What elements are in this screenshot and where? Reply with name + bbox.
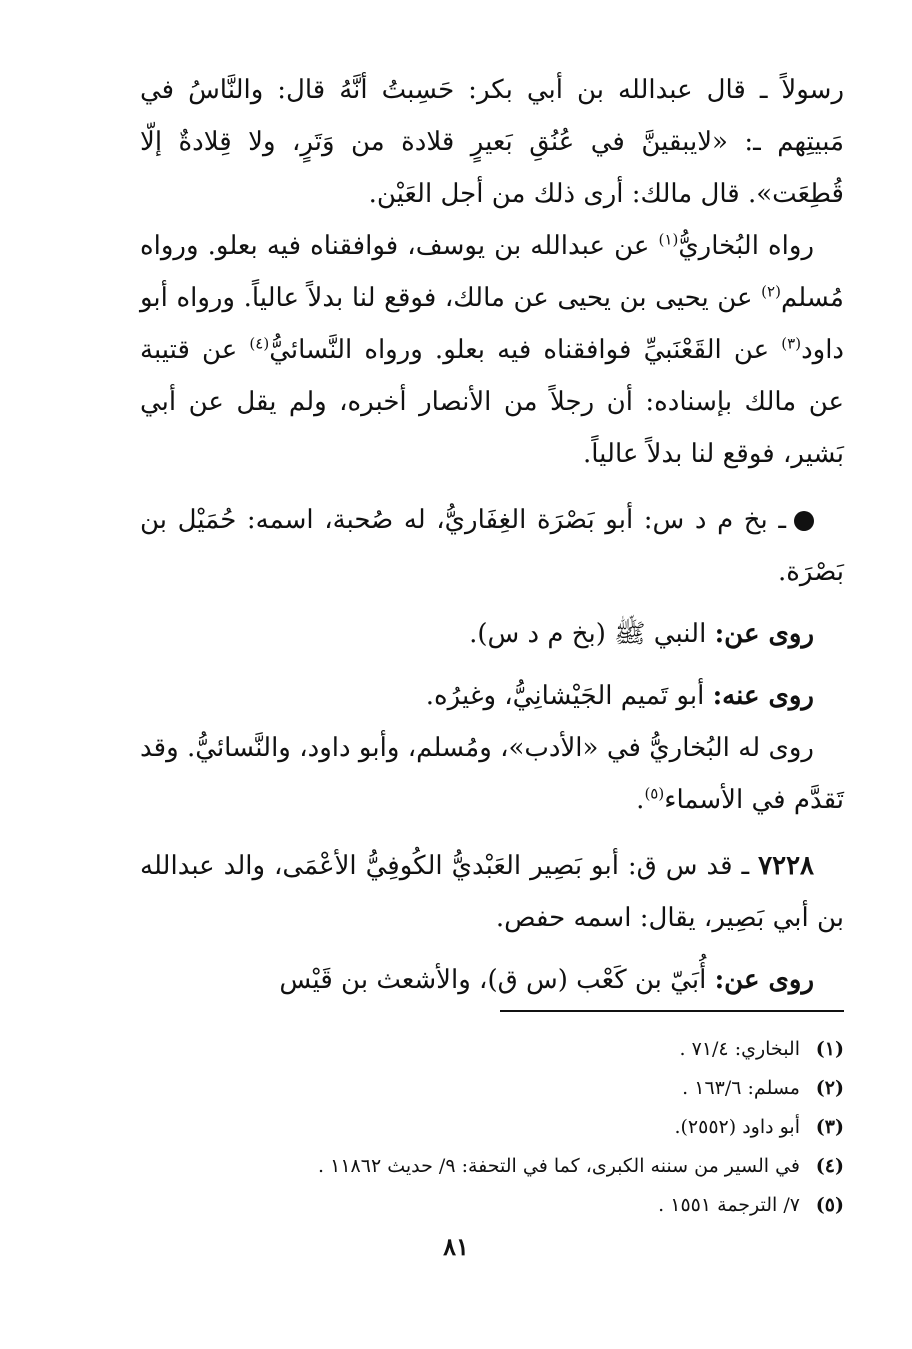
bullet-icon	[794, 511, 814, 531]
footnote-1	[204, 1030, 844, 1069]
paragraph-hadith: رسولاً ـ قال عبدالله بن أبي بكر: حَسِبتُ أنَّهُ قال: والنَّاسُ في مَبيتِهم ـ: «لايبقينَّ في عُنُقِ بَعيرٍ قلادة من وَتَرٍ، ولا قِلادةٌ إلّا قُطِعَت». قال مالك: أرى ذلك من أجل العَيْن.	[140, 75, 844, 209]
takhrij-part-3: عن يحيى بن يحيى عن مالك، فوقع لنا بدلاً عالياً. ورواه أبو داود	[140, 283, 844, 365]
entry-heading-text: ـ بخ م د س: أبو بَصْرَة الغِفَاريُّ، له صُحبة، اسمه: حُمَيْل بن بَصْرَة.	[140, 505, 844, 587]
footnote-text: ٧/ الترجمة ١٥٥١ .	[658, 1194, 800, 1216]
footnote-ref-4[interactable]: (٤)	[249, 334, 270, 353]
footnote-text: مسلم: ١٦٣/٦ .	[682, 1077, 800, 1099]
footnote-ref-1[interactable]: (١)	[658, 230, 679, 249]
footnote-text: البخاري: ٧١/٤ .	[679, 1038, 800, 1060]
footnotes	[204, 1030, 844, 1225]
footnote-number: (٢)	[815, 1077, 844, 1099]
footnote-ref-3[interactable]: (٣)	[781, 334, 802, 353]
rawa-an-text: النبي ﷺ (بخ م د س).	[469, 619, 715, 649]
footnote-ref-2[interactable]: (٢)	[761, 282, 781, 301]
footnote-ref-5[interactable]: (٥)	[644, 784, 665, 803]
main-text	[140, 64, 844, 1006]
footnote-divider	[500, 1010, 844, 1012]
entry-heading-text-2: ـ قد س ق: أبو بَصِير العَبْديُّ الكُوفِيُّ الأعْمَى، والد عبدالله بن أبي بَصِير، يقال: اسمه حفص.	[140, 851, 844, 933]
footnote-number: (١)	[815, 1038, 844, 1060]
entry-number: ٧٢٢٨	[758, 851, 814, 881]
footnote-5	[204, 1186, 844, 1225]
footnote-text: أبو داود (٢٥٥٢).	[674, 1116, 800, 1138]
rawa-anhu-text: أبو تَميم الجَيْشانِيُّ، وغيرُه.	[425, 681, 713, 711]
entry-rawa-anhu	[140, 670, 844, 722]
footnote-number: (٣)	[815, 1116, 844, 1138]
takhrij-part-5: عن قتيبة عن مالك بإسناده: أن رجلاً من الأنصار أخبره، ولم يقل عن أبي بَشير، فوقع لنا بدلاً عالياً.	[140, 335, 844, 469]
rawa-lahu-end: .	[636, 785, 645, 815]
footnote-number: (٤)	[815, 1155, 844, 1177]
page-number: ٨١	[443, 1232, 469, 1261]
takhrij-part-1: رواه البُخاريُّ	[678, 231, 814, 261]
footnote-2	[204, 1069, 844, 1108]
rawa-an-label: روى عن:	[714, 619, 814, 649]
paragraph-takhrij	[140, 220, 844, 480]
footnote-number: (٥)	[815, 1194, 844, 1216]
footnote-text: في السير من سننه الكبرى، كما في التحفة: ٩/ حديث ١١٨٦٢ .	[318, 1155, 800, 1177]
footnote-4	[204, 1147, 844, 1186]
entry-rawa-lahu	[140, 722, 844, 826]
entry-rawa-an	[140, 608, 844, 660]
footnote-3	[204, 1108, 844, 1147]
rawa-an-label-2: روى عن:	[714, 965, 814, 995]
entry-rawa-an-2	[140, 954, 844, 1006]
takhrij-part-4: عن القَعْنَبيِّ فوافقناه فيه بعلو. ورواه النَّسائيُّ	[269, 335, 782, 365]
rawa-lahu-text: روى له البُخاريُّ في «الأدب»، ومُسلم، وأبو داود، والنَّسائيُّ. وقد تَقدَّم في الأسماء	[140, 733, 844, 815]
takhrij-part-2: عن عبدالله بن يوسف، فوافقناه فيه بعلو. ورواه مُسلم	[140, 231, 844, 313]
entry-heading-abu-basir	[140, 840, 844, 944]
rawa-anhu-label: روى عنه:	[712, 681, 814, 711]
entry-heading-abu-basra	[140, 494, 844, 598]
rawa-an-text-2: أُبَيّ بن كَعْب (س ق)، والأشعث بن قَيْس	[279, 965, 715, 995]
